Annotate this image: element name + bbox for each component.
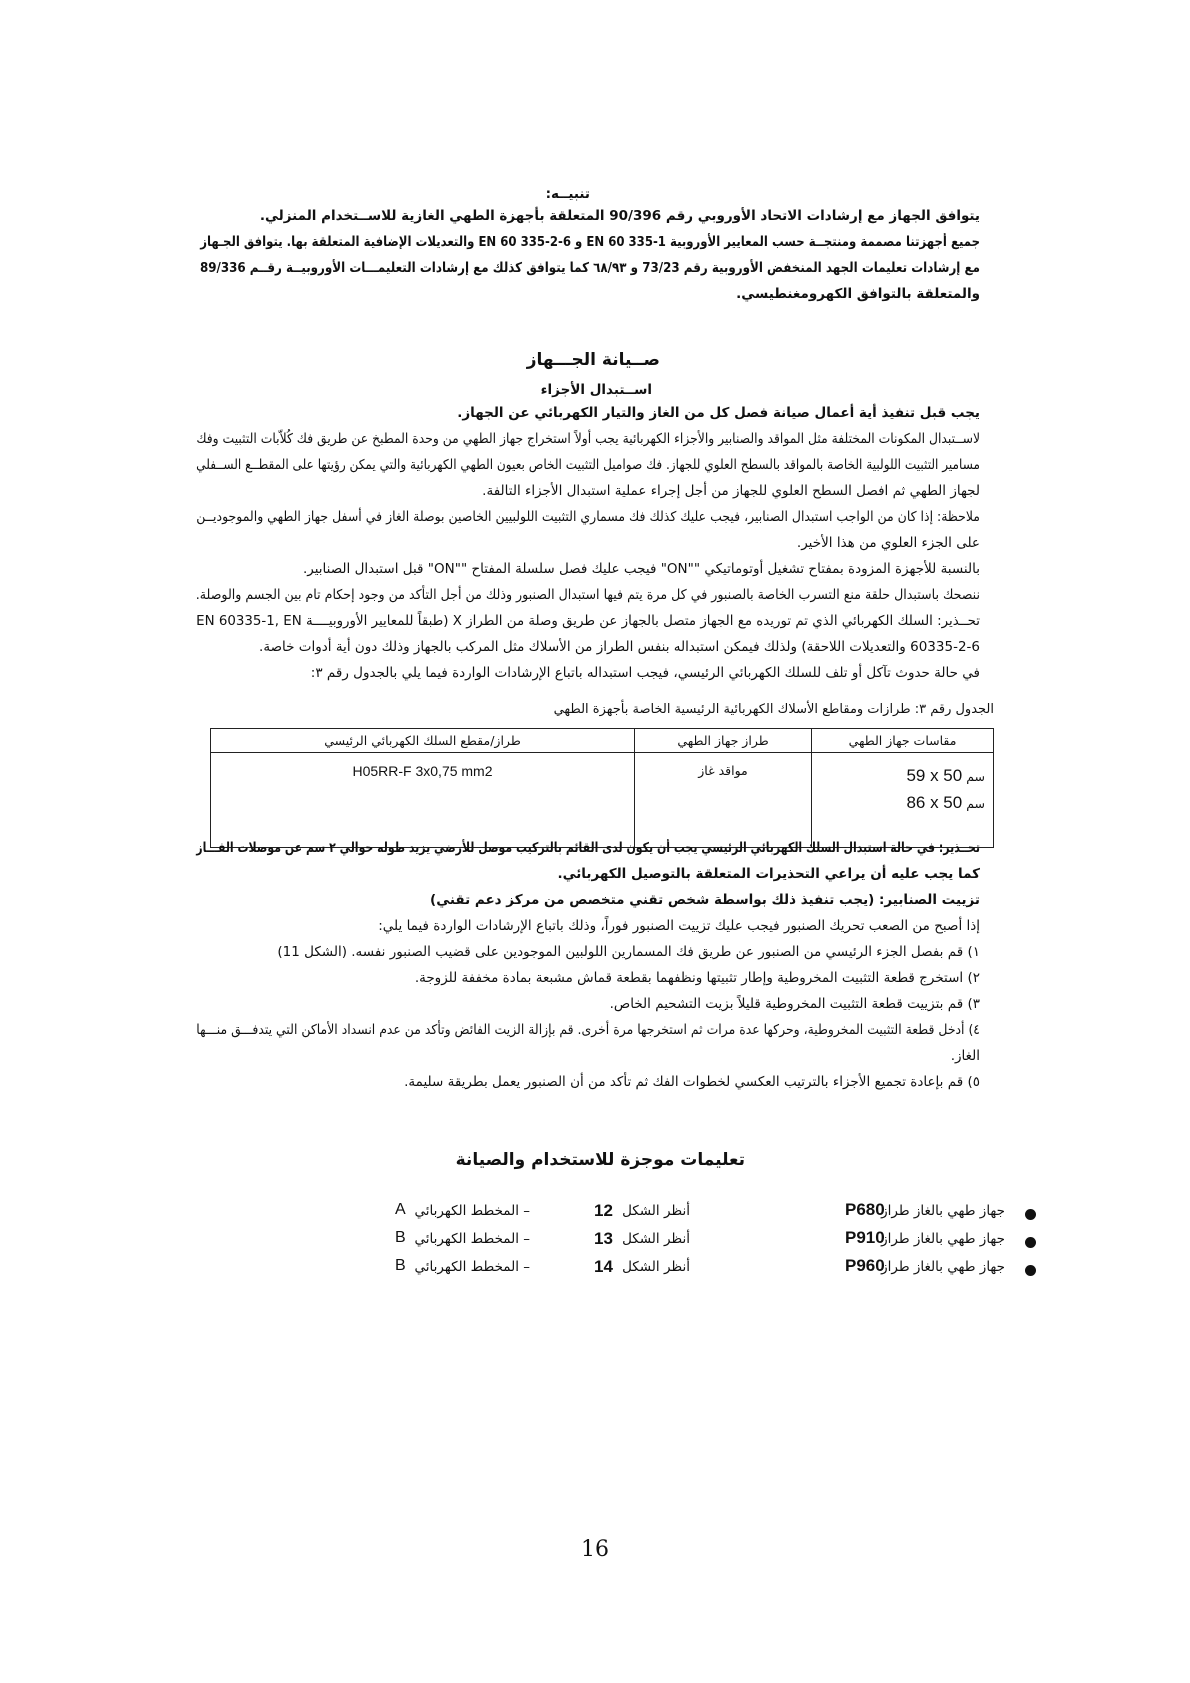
summary-diagram: – المخطط الكهربائي [414,1231,530,1247]
summary-letter: A [395,1201,406,1218]
summary-model: P960 [845,1256,885,1275]
maintenance-line: 60335-2-6 والتعديلات اللاحقة) ولذلك فيمكن استبداله بنفس الطراز من الأسلاك مثل المركب بالجهاز وذلك دون أية أدوات خاصة. [259,639,980,655]
note-paragraph [200,203,980,307]
maintenance-paragraph [196,400,980,686]
cable-table [210,728,994,848]
bullet-icon [1025,1265,1036,1276]
maintenance-line: مسامير التثبيت اللولبية الخاصة بالمواقد بالسطح العلوي للجهاز. فك صواميل التثبيت الخاص بعيون الطهي الكهربائية والتي يمكن رؤيتها على المقطــع الســفلي [196,457,980,473]
size-value: 59 x 50 [906,766,963,785]
summary-see: أنظر الشكل [622,1203,690,1219]
summary-diagram: – المخطط الكهربائي [414,1259,530,1275]
summary-see: أنظر الشكل [622,1259,690,1275]
maintenance-line: بالنسبة للأجهزة المزودة بمفتاح تشغيل أوتوماتيكي ""ON" فيجب عليك فصل سلسلة المفتاح ""ON" قبل استبدال الصنابير. [302,561,980,577]
lubrication-line: ٢) استخرج قطعة التثبيت المخروطية وإطار تثبيتها ونظفهما بقطعة قماش مشبعة بمادة مخففة للزوجة. [414,970,980,986]
table-cell-model: مواقد غاز [635,753,812,848]
maintenance-line: في حالة حدوث تآكل أو تلف للسلك الكهربائي الرئيسي، فيجب استبداله باتباع الإرشادات الواردة فيما يلي بالجدول رقم ٣: [310,665,980,681]
note-line: مع إرشادات تعليمات الجهد المنخفض الأوروبية رقم 73/23 و ٦٨/٩٣ كما يتوافق كذلك مع إرشادات التعليمـــات الأوروبيــة رقــم 89/336 [199,260,980,276]
maintenance-title: صــيانة الجـــهاز [526,350,660,370]
table-cell-sizes [812,753,994,848]
warning-paragraph [196,835,980,887]
summary-model: P910 [845,1228,885,1247]
maintenance-line: على الجزء العلوي من هذا الأخير. [796,535,980,551]
lubrication-line: ٥) قم بإعادة تجميع الأجزاء بالترتيب العكسي لخطوات الفك ثم تأكد من أن الصنبور يعمل بطريقة سليمة. [404,1074,980,1090]
summary-device: جهاز طهي بالغاز طراز [881,1203,1005,1219]
summary-see: أنظر الشكل [622,1231,690,1247]
summary-title: تعليمات موجزة للاستخدام والصيانة [455,1150,745,1170]
note-line: جميع أجهزتنا مصممة ومنتجــة حسب المعايير الأوروبية EN 60 335-1 و EN 60 335-2-6 والتعديلات الإضافية المتعلقة بها. يتوافق الجـهاز [200,234,980,250]
summary-model: P680 [845,1200,885,1219]
lubrication-line: ٣) قم بتزييت قطعة التثبيت المخروطية قليلاً بزيت التشحيم الخاص. [609,996,980,1012]
summary-device: جهاز طهي بالغاز طراز [881,1259,1005,1275]
lubrication-line: ١) قم بفصل الجزء الرئيسي من الصنبور عن طريق فك المسمارين اللولبين الموجودين على قضيب الصنبور نفسه. (الشكل 11) [277,944,980,960]
summary-device: جهاز طهي بالغاز طراز [881,1231,1005,1247]
size-value: 86 x 50 [906,793,963,812]
warning-line: كما يجب عليه أن يراعي التحذيرات المتعلقة بالتوصيل الكهربائي. [557,866,980,882]
summary-figure: 12 [594,1201,613,1220]
summary-letter: B [395,1257,406,1274]
maintenance-subtitle: اســتبدال الأجزاء [540,382,652,398]
maintenance-line: ننصحك باستبدال حلقة منع التسرب الخاصة بالصنبور في كل مرة يتم فيها استبدال الصنبور وذلك من أجل التأكد من وجود إحكام تام بين الجسم والوصلة. [195,587,980,603]
lubrication-line: الغاز. [950,1048,980,1064]
summary-letter: B [395,1229,406,1246]
page-number: 16 [581,1537,609,1562]
maintenance-line: لاســتبدال المكونات المختلفة مثل المواقد والصنابير والأجزاء الكهربائية يجب أولاً استخراج جهاز الطهي من وحدة المطبخ عن طريق فك كُلاّبات التثبيت وفك [196,431,980,447]
table-header: مقاسات جهاز الطهي [812,729,994,753]
lubrication-line: ٤) أدخل قطعة التثبيت المخروطية، وحركها عدة مرات ثم استخرجها مرة أخرى. قم بإزالة الزيت الفائض وتأكد من عدم انسداد الأماكن التي يتدفـــق منـــها [196,1022,980,1038]
summary-figure: 13 [594,1229,613,1248]
note-line: والمتعلقة بالتوافق الكهرومغنطيسي. [736,286,980,302]
table-header: طراز جهاز الطهي [635,729,812,753]
warning-line: تحــذير: في حالة استبدال السلك الكهربائي الرئيسي يجب أن يكون لدى القائم بالتركيب موصل للأرضي يزيد طوله حوالي ٢ سم عن موصلات الفـــاز [196,840,980,856]
bullet-icon [1025,1237,1036,1248]
table-row [211,753,994,848]
bullet-icon [1025,1209,1036,1220]
lubrication-section [196,887,980,1095]
table-caption: الجدول رقم ٣: طرازات ومقاطع الأسلاك الكهربائية الرئيسية الخاصة بأجهزة الطهي [553,702,994,717]
maintenance-line: تحــذير: السلك الكهربائي الذي تم توريده مع الجهاز متصل بالجهاز عن طريق وصلة من الطراز X (طبقاً للمعايير الأوروبيــــة EN 60335-1, EN [196,613,980,629]
lubrication-line: إذا أصبح من الصعب تحريك الصنبور فيجب عليك تزييت الصنبور فوراً، وذلك باتباع الإرشادات الواردة فيما يلي: [378,918,980,934]
size-unit: سم [966,796,985,811]
note-line: يتوافق الجهاز مع إرشادات الاتحاد الأوروبي رقم 90/396 المتعلقة بأجهزة الطهي الغازية للاســتخدام المنزلي. [259,208,980,224]
maintenance-line: ملاحظة: إذا كان من الواجب استبدال الصنابير، فيجب عليك كذلك فك مسماري التثبيت اللولبيين الخاصين بوصلة الغاز في أسفل جهاز الطهي والموجوديــن [196,509,980,525]
maintenance-line: يجب قبل تنفيذ أية أعمال صيانة فصل كل من الغاز والتيار الكهربائي عن الجهاز. [457,405,980,421]
table-cell-cable: H05RR-F 3x0,75 mm2 [211,753,635,848]
table-header: طراز/مقطع السلك الكهربائي الرئيسي [211,729,635,753]
lubrication-heading: تزييت الصنابير: (يجب تنفيذ ذلك بواسطة شخص تقني متخصص من مركز دعم تقني) [430,892,980,908]
size-unit: سم [966,769,985,784]
summary-figure: 14 [594,1257,613,1276]
maintenance-line: لجهاز الطهي ثم افصل السطح العلوي للجهاز من أجل إجراء عملية استبدال الأجزاء التالفة. [482,483,980,499]
summary-diagram: – المخطط الكهربائي [414,1203,530,1219]
table-header-row [211,729,994,753]
note-heading: تنبيــه: [545,186,590,202]
